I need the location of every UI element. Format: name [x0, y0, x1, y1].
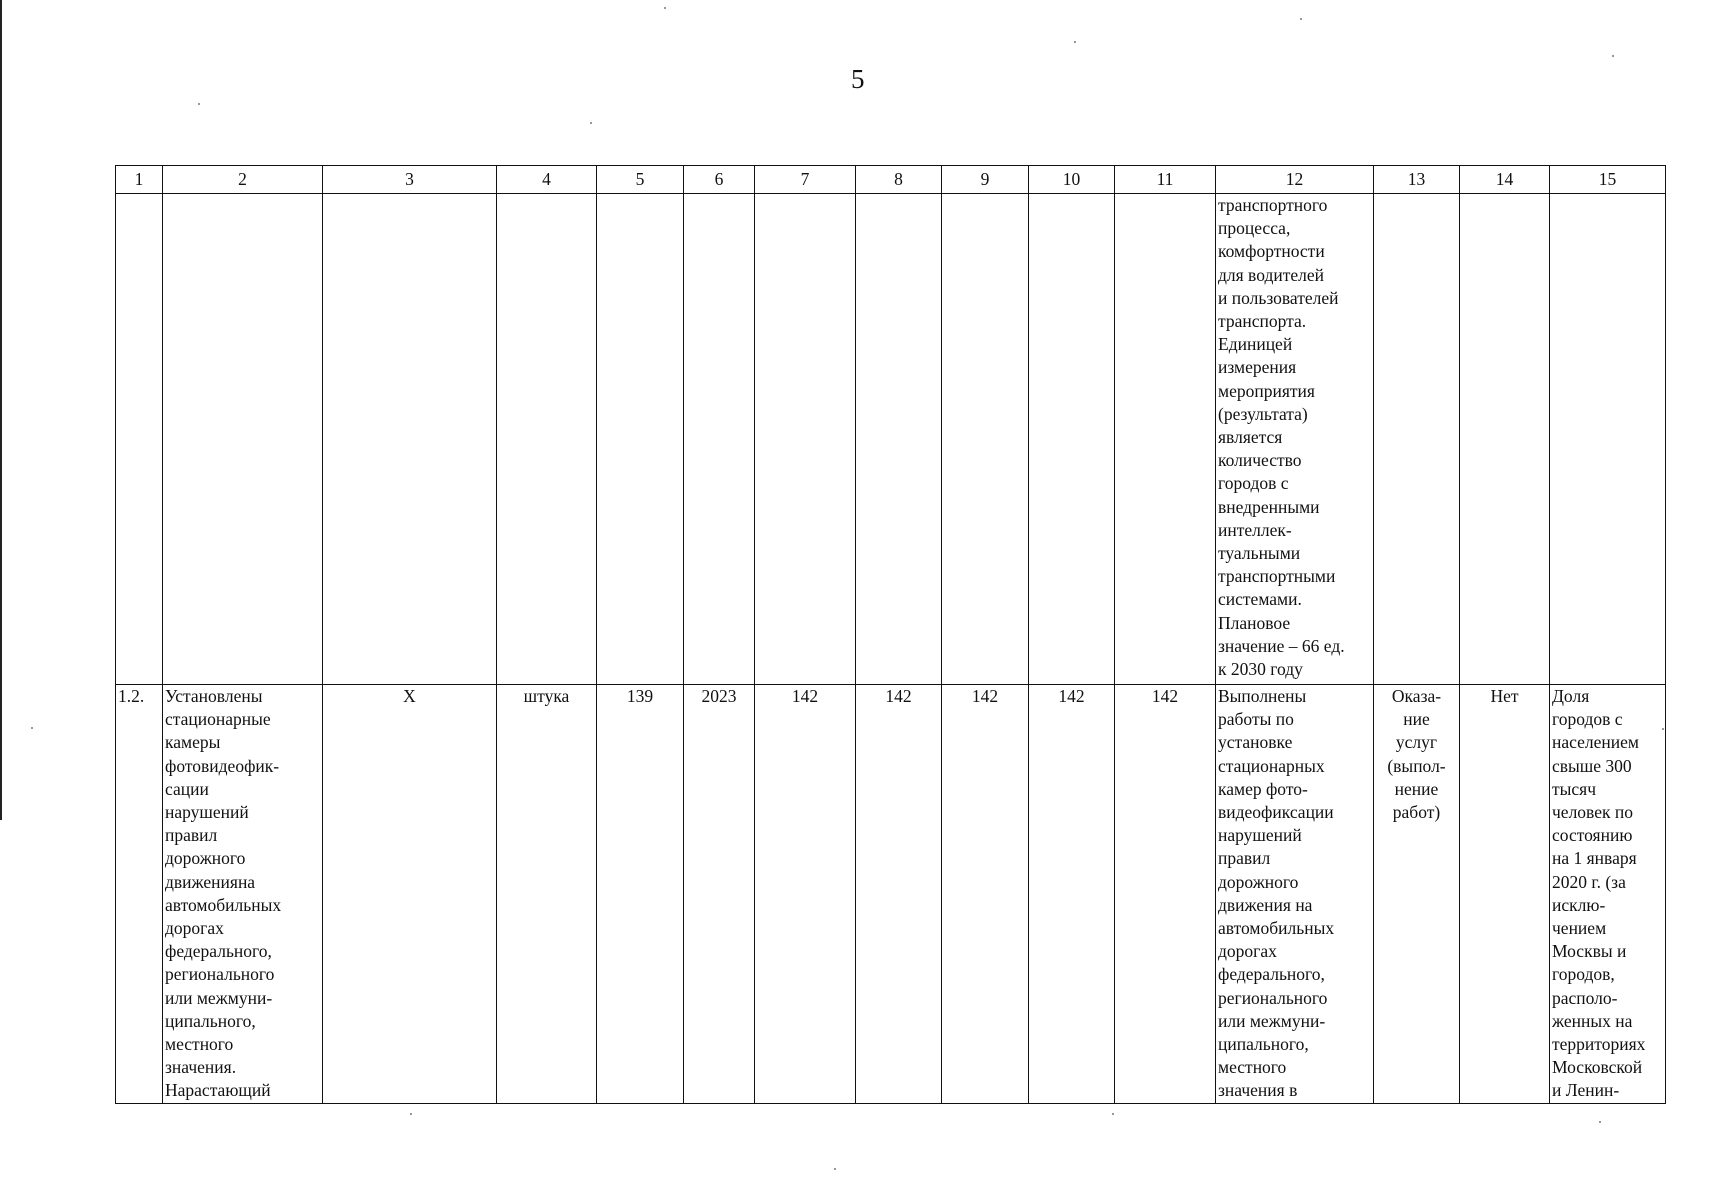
scan-speck	[1662, 728, 1664, 730]
cell-base-year: 2023	[684, 685, 755, 1104]
scan-speck	[834, 1168, 836, 1170]
scan-speck	[664, 7, 666, 9]
column-number-2: 2	[163, 166, 323, 194]
scan-speck	[1599, 1121, 1601, 1123]
column-number-15: 15	[1550, 166, 1666, 194]
cell-empty	[856, 194, 942, 685]
cell-value-col7: 142	[755, 685, 856, 1104]
column-number-10: 10	[1029, 166, 1115, 194]
cell-result-characteristic-continued: транспортного процесса, комфортности для водителей и пользователей транспорта. Единицей измерения мероприятия (результата) является количество городов с внедренными интеллек- туальными транспортными системами. Плановое значение – 66 ед. к 2030 году	[1216, 194, 1374, 685]
column-number-4: 4	[497, 166, 597, 194]
cell-indicator: Доля городов с населением свыше 300 тысяч человек по состоянию на 1 января 2020 г. (за исклю- чением Москвы и городов, располо- женных на территориях Московской и Ленин-	[1550, 685, 1666, 1104]
column-number-11: 11	[1115, 166, 1216, 194]
scan-speck	[198, 103, 200, 105]
column-number-5: 5	[597, 166, 684, 194]
scan-speck	[1074, 41, 1076, 43]
column-number-row	[116, 166, 1666, 194]
column-number-12: 12	[1216, 166, 1374, 194]
cell-value-col9: 142	[942, 685, 1029, 1104]
cell-empty	[1029, 194, 1115, 685]
cell-value-col11: 142	[1115, 685, 1216, 1104]
column-number-6: 6	[684, 166, 755, 194]
cell-empty	[163, 194, 323, 685]
scan-speck	[1112, 1113, 1114, 1115]
table-row-continued	[116, 194, 1666, 685]
cell-empty	[942, 194, 1029, 685]
cell-col3: Х	[323, 685, 497, 1104]
column-number-1: 1	[116, 166, 163, 194]
scan-speck	[590, 122, 592, 124]
cell-empty	[1550, 194, 1666, 685]
cell-value-col10: 142	[1029, 685, 1115, 1104]
cell-result-characteristic: Выполнены работы по установке стационарных камер фото- видеофиксации нарушений правил дорожного движения на автомобильных дорогах федерального, регионального или межмуни- ципального, местного значения в	[1216, 685, 1374, 1104]
column-number-3: 3	[323, 166, 497, 194]
cell-value-col8: 142	[856, 685, 942, 1104]
scan-speck	[410, 1113, 412, 1115]
cell-empty	[684, 194, 755, 685]
cell-empty	[497, 194, 597, 685]
table-row-1-2	[116, 685, 1666, 1104]
scan-speck	[1612, 55, 1614, 57]
cell-empty	[755, 194, 856, 685]
cell-col14: Нет	[1460, 685, 1550, 1104]
cell-base-value: 139	[597, 685, 684, 1104]
column-number-13: 13	[1374, 166, 1460, 194]
column-number-8: 8	[856, 166, 942, 194]
scan-speck	[1300, 18, 1302, 20]
column-number-7: 7	[755, 166, 856, 194]
cell-empty	[323, 194, 497, 685]
programme-table	[115, 165, 1666, 1104]
cell-unit: штука	[497, 685, 597, 1104]
cell-empty	[1374, 194, 1460, 685]
cell-empty	[116, 194, 163, 685]
cell-empty	[1115, 194, 1216, 685]
page-left-edge	[0, 0, 2, 820]
scan-speck	[31, 727, 33, 729]
cell-row-number: 1.2.	[116, 685, 163, 1104]
cell-empty	[1460, 194, 1550, 685]
column-number-9: 9	[942, 166, 1029, 194]
cell-empty	[597, 194, 684, 685]
cell-result-type: Оказа- ние услуг (выпол- нение работ)	[1374, 685, 1460, 1104]
cell-result-name: Установлены стационарные камеры фотовидеофик- сации нарушений правил дорожного движенияна автомобильных дорогах федерального, регионального или межмуни- ципального, местного значения. Нарастающий	[163, 685, 323, 1104]
column-number-14: 14	[1460, 166, 1550, 194]
page-number: 5	[851, 64, 865, 94]
